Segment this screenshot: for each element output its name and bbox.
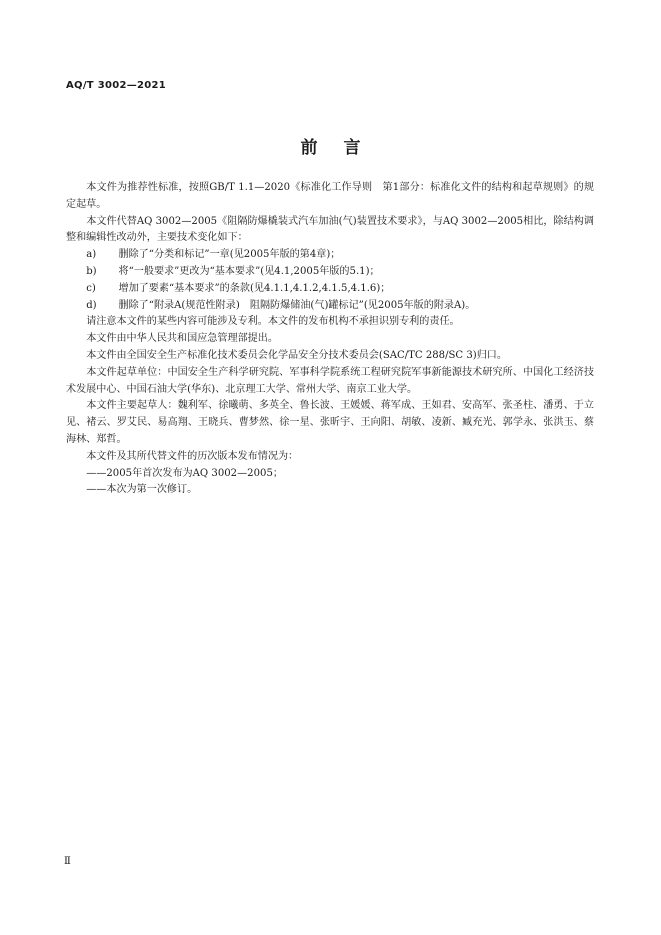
paragraph-administrator: 本文件由全国安全生产标准化技术委员会化学品安全分技术委员会(SAC/TC 288/SC 3)归口。 [86,349,507,361]
list-text: 删除了“分类和标记”一章(见2005年版的第4章)； [118,249,341,261]
paragraph-replacement: 本文件代替AQ 3002—2005《阻隔防爆橇装式汽车加油(气)装置技术要求》，与AQ 3002—2005相比，除结构调整和编辑性改动外，主要技术变化如下： [66,215,594,244]
list-item [66,281,594,298]
foreword-body [66,180,594,499]
list-text: 删除了“附录A(规范性附录) 阻隔防爆储油(气)罐标记”(见2005年版的附录A)。 [118,299,476,311]
paragraph-proposer: 本文件由中华人民共和国应急管理部提出。 [86,333,278,345]
list-item [66,247,594,264]
paragraph-drafters: 本文件主要起草人：魏利军、徐曦萌、多英全、鲁长波、王媛媛、蒋军成、王如君、安高军、张圣柱、潘勇、于立见、褚云、罗艾民、易高翔、王晓兵、曹梦然、徐一星、张昕宇、王向阳、胡敏、凌新、臧充光、郭学永、张洪玉、蔡海林、郑哲。 [66,400,594,445]
page-title: 前言 [300,138,387,158]
history-item: ——本次为第一次修订。 [86,484,198,496]
paragraph-drafting-units: 本文件起草单位：中国安全生产科学研究院、军事科学院系统工程研究院军事新能源技术研究所、中国化工经济技术发展中心、中国石油大学(华东)、北京理工大学、常州大学、南京工业大学。 [66,366,594,395]
list-text: 增加了要素“基本要求”的条款(见4.1.1,4.1.2,4.1.5,4.1.6)； [118,282,391,294]
paragraph-patent-notice: 请注意本文件的某些内容可能涉及专利。本文件的发布机构不承担识别专利的责任。 [86,316,460,328]
list-item [66,298,594,315]
changes-list [66,247,594,314]
history-item: ——2005年首次发布为AQ 3002—2005； [86,467,283,479]
list-marker: a) [86,249,97,261]
list-marker: b) [86,265,97,277]
page-number: Ⅱ [64,856,71,867]
list-marker: c) [86,282,96,294]
paragraph-drafting-rules: 本文件为推荐性标准，按照GB/T 1.1—2020《标准化工作导则 第1部分：标准化文件的结构和起草规则》的规定起草。 [66,182,594,210]
list-marker: d) [86,299,97,311]
list-item [66,264,594,281]
paragraph-history-intro: 本文件及其所代替文件的历次版本发布情况为： [86,450,299,462]
standard-code: AQ/T 3002—2021 [66,80,167,91]
list-text: 将“一般要求”更改为“基本要求”(见4.1,2005年版的5.1)； [118,265,380,277]
